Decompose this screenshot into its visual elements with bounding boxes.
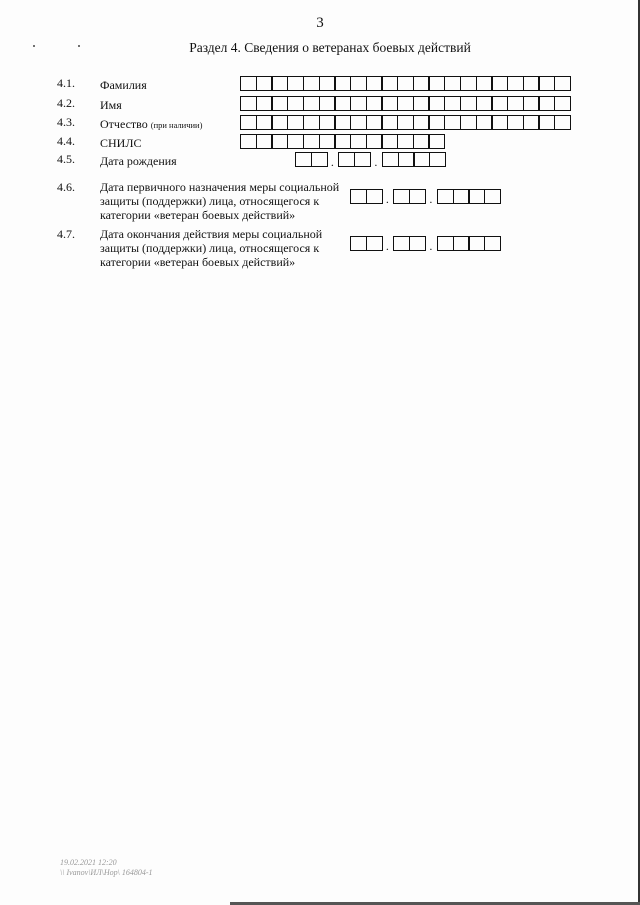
character-cell[interactable] bbox=[382, 152, 399, 167]
end-date-cells[interactable] bbox=[350, 236, 500, 251]
character-cell[interactable] bbox=[287, 115, 304, 130]
row-label-text: Отчество bbox=[100, 117, 148, 131]
month-cells bbox=[393, 189, 424, 204]
character-cell[interactable] bbox=[409, 236, 426, 251]
character-cell[interactable] bbox=[507, 115, 524, 130]
print-stamp-line: 19.02.2021 12:20 bbox=[60, 858, 117, 867]
date-separator: . bbox=[429, 239, 433, 253]
character-cell[interactable] bbox=[523, 115, 540, 130]
character-cell[interactable] bbox=[476, 115, 493, 130]
character-cell[interactable] bbox=[319, 115, 336, 130]
row-label bbox=[100, 180, 339, 222]
character-cell[interactable] bbox=[366, 96, 383, 111]
character-cell[interactable] bbox=[303, 134, 320, 149]
print-stamp bbox=[60, 858, 153, 878]
year-cells bbox=[437, 189, 500, 204]
character-cell[interactable] bbox=[350, 236, 367, 251]
row-label: СНИЛС bbox=[100, 136, 142, 150]
character-cell[interactable] bbox=[319, 76, 336, 91]
character-cell[interactable] bbox=[334, 134, 351, 149]
character-cell[interactable] bbox=[354, 152, 371, 167]
day-cells bbox=[350, 189, 381, 204]
character-cell[interactable] bbox=[460, 115, 477, 130]
character-cell[interactable] bbox=[287, 96, 304, 111]
date-separator: . bbox=[429, 192, 433, 206]
date-separator: . bbox=[330, 155, 334, 169]
month-cells bbox=[338, 152, 369, 167]
row-label-line: защиты (поддержки) лица, относящегося к bbox=[100, 241, 320, 255]
page-number: 3 bbox=[316, 15, 324, 31]
character-cell[interactable] bbox=[338, 152, 355, 167]
character-cell[interactable] bbox=[303, 76, 320, 91]
section-title: Раздел 4. Сведения о ветеранах боевых действий bbox=[189, 40, 471, 55]
character-cell[interactable] bbox=[413, 152, 430, 167]
character-cell[interactable] bbox=[398, 152, 415, 167]
day-cells bbox=[295, 152, 326, 167]
character-cell[interactable] bbox=[428, 115, 445, 130]
row-label: Имя bbox=[100, 98, 122, 112]
character-cell[interactable] bbox=[491, 96, 508, 111]
character-cell[interactable] bbox=[381, 76, 398, 91]
character-cell[interactable] bbox=[460, 76, 477, 91]
character-cell[interactable] bbox=[538, 115, 555, 130]
character-cell[interactable] bbox=[413, 115, 430, 130]
row-number: 4.3. bbox=[57, 115, 75, 129]
character-cell[interactable] bbox=[397, 115, 414, 130]
character-cell[interactable] bbox=[350, 96, 367, 111]
character-cell[interactable] bbox=[484, 189, 501, 204]
character-cell[interactable] bbox=[538, 96, 555, 111]
character-cell[interactable] bbox=[256, 115, 273, 130]
character-cell[interactable] bbox=[484, 236, 501, 251]
character-cell[interactable] bbox=[319, 96, 336, 111]
character-cell[interactable] bbox=[413, 76, 430, 91]
surname-cells[interactable] bbox=[240, 76, 570, 91]
character-cell[interactable] bbox=[476, 96, 493, 111]
character-cell[interactable] bbox=[240, 96, 257, 111]
character-cell[interactable] bbox=[334, 96, 351, 111]
character-cell[interactable] bbox=[409, 189, 426, 204]
patronymic-cells[interactable] bbox=[240, 115, 570, 130]
character-cell[interactable] bbox=[350, 115, 367, 130]
character-cell[interactable] bbox=[468, 189, 485, 204]
character-cell[interactable] bbox=[523, 96, 540, 111]
character-cell[interactable] bbox=[453, 189, 470, 204]
character-cell[interactable] bbox=[381, 134, 398, 149]
character-cell[interactable] bbox=[538, 76, 555, 91]
month-cells bbox=[393, 236, 424, 251]
character-cell[interactable] bbox=[319, 134, 336, 149]
row-label: Фамилия bbox=[100, 78, 147, 92]
date-separator: . bbox=[374, 155, 378, 169]
year-cells bbox=[437, 236, 500, 251]
character-cell[interactable] bbox=[554, 96, 571, 111]
character-cell[interactable] bbox=[507, 96, 524, 111]
name-cells[interactable] bbox=[240, 96, 570, 111]
character-cell[interactable] bbox=[381, 96, 398, 111]
row-label bbox=[100, 117, 202, 132]
character-cell[interactable] bbox=[413, 96, 430, 111]
character-cell[interactable] bbox=[554, 115, 571, 130]
character-cell[interactable] bbox=[366, 134, 383, 149]
character-cell[interactable] bbox=[287, 134, 304, 149]
first-assignment-date-cells[interactable] bbox=[350, 189, 500, 204]
character-cell[interactable] bbox=[311, 152, 328, 167]
character-cell[interactable] bbox=[256, 96, 273, 111]
character-cell[interactable] bbox=[468, 236, 485, 251]
character-cell[interactable] bbox=[240, 76, 257, 91]
character-cell[interactable] bbox=[271, 76, 288, 91]
year-cells bbox=[382, 152, 445, 167]
character-cell[interactable] bbox=[334, 115, 351, 130]
character-cell[interactable] bbox=[271, 115, 288, 130]
row-number: 4.5. bbox=[57, 152, 75, 166]
character-cell[interactable] bbox=[350, 189, 367, 204]
character-cell[interactable] bbox=[350, 76, 367, 91]
character-cell[interactable] bbox=[366, 115, 383, 130]
character-cell[interactable] bbox=[444, 76, 461, 91]
character-cell[interactable] bbox=[366, 76, 383, 91]
character-cell[interactable] bbox=[366, 189, 383, 204]
character-cell[interactable] bbox=[397, 76, 414, 91]
character-cell[interactable] bbox=[397, 134, 414, 149]
character-cell[interactable] bbox=[350, 134, 367, 149]
character-cell[interactable] bbox=[554, 76, 571, 91]
character-cell[interactable] bbox=[240, 134, 257, 149]
character-cell[interactable] bbox=[256, 134, 273, 149]
character-cell[interactable] bbox=[287, 76, 304, 91]
character-cell[interactable] bbox=[428, 134, 445, 149]
row-label: Дата рождения bbox=[100, 154, 177, 168]
character-cell[interactable] bbox=[437, 189, 454, 204]
character-cell[interactable] bbox=[381, 115, 398, 130]
row-label-line: защиты (поддержки) лица, относящегося к bbox=[100, 194, 320, 208]
row-label-line: категории «ветеран боевых действий» bbox=[100, 255, 296, 269]
character-cell[interactable] bbox=[303, 115, 320, 130]
row-label-line: категории «ветеран боевых действий» bbox=[100, 208, 296, 222]
row-number: 4.6. bbox=[57, 180, 75, 194]
character-cell[interactable] bbox=[428, 96, 445, 111]
row-label-line: Дата окончания действия меры социальной bbox=[100, 227, 323, 241]
row-number: 4.2. bbox=[57, 96, 75, 110]
character-cell[interactable] bbox=[460, 96, 477, 111]
character-cell[interactable] bbox=[334, 76, 351, 91]
character-cell[interactable] bbox=[491, 76, 508, 91]
character-cell[interactable] bbox=[413, 134, 430, 149]
character-cell[interactable] bbox=[256, 76, 273, 91]
row-number: 4.4. bbox=[57, 134, 75, 148]
date-separator: . bbox=[385, 239, 389, 253]
date-separator: . bbox=[385, 192, 389, 206]
print-stamp-line: \\ Ivanov\ИЛ\Нор\ 164804-1 bbox=[60, 868, 153, 877]
character-cell[interactable] bbox=[507, 76, 524, 91]
row-label-note: (при наличии) bbox=[150, 120, 203, 130]
character-cell[interactable] bbox=[523, 76, 540, 91]
character-cell[interactable] bbox=[393, 189, 410, 204]
character-cell[interactable] bbox=[295, 152, 312, 167]
row-label bbox=[100, 227, 322, 269]
row-label-line: Дата первичного назначения меры социальной bbox=[100, 180, 340, 194]
character-cell[interactable] bbox=[476, 76, 493, 91]
character-cell[interactable] bbox=[453, 236, 470, 251]
character-cell[interactable] bbox=[428, 76, 445, 91]
character-cell[interactable] bbox=[444, 96, 461, 111]
character-cell[interactable] bbox=[393, 236, 410, 251]
character-cell[interactable] bbox=[303, 96, 320, 111]
character-cell[interactable] bbox=[366, 236, 383, 251]
row-number: 4.7. bbox=[57, 227, 75, 241]
character-cell[interactable] bbox=[271, 96, 288, 111]
character-cell[interactable] bbox=[429, 152, 446, 167]
character-cell[interactable] bbox=[271, 134, 288, 149]
character-cell[interactable] bbox=[240, 115, 257, 130]
character-cell[interactable] bbox=[491, 115, 508, 130]
birth-date-cells[interactable] bbox=[295, 152, 445, 167]
character-cell[interactable] bbox=[437, 236, 454, 251]
character-cell[interactable] bbox=[444, 115, 461, 130]
character-cell[interactable] bbox=[397, 96, 414, 111]
row-number: 4.1. bbox=[57, 76, 75, 90]
day-cells bbox=[350, 236, 381, 251]
snils-cells[interactable] bbox=[240, 134, 444, 149]
